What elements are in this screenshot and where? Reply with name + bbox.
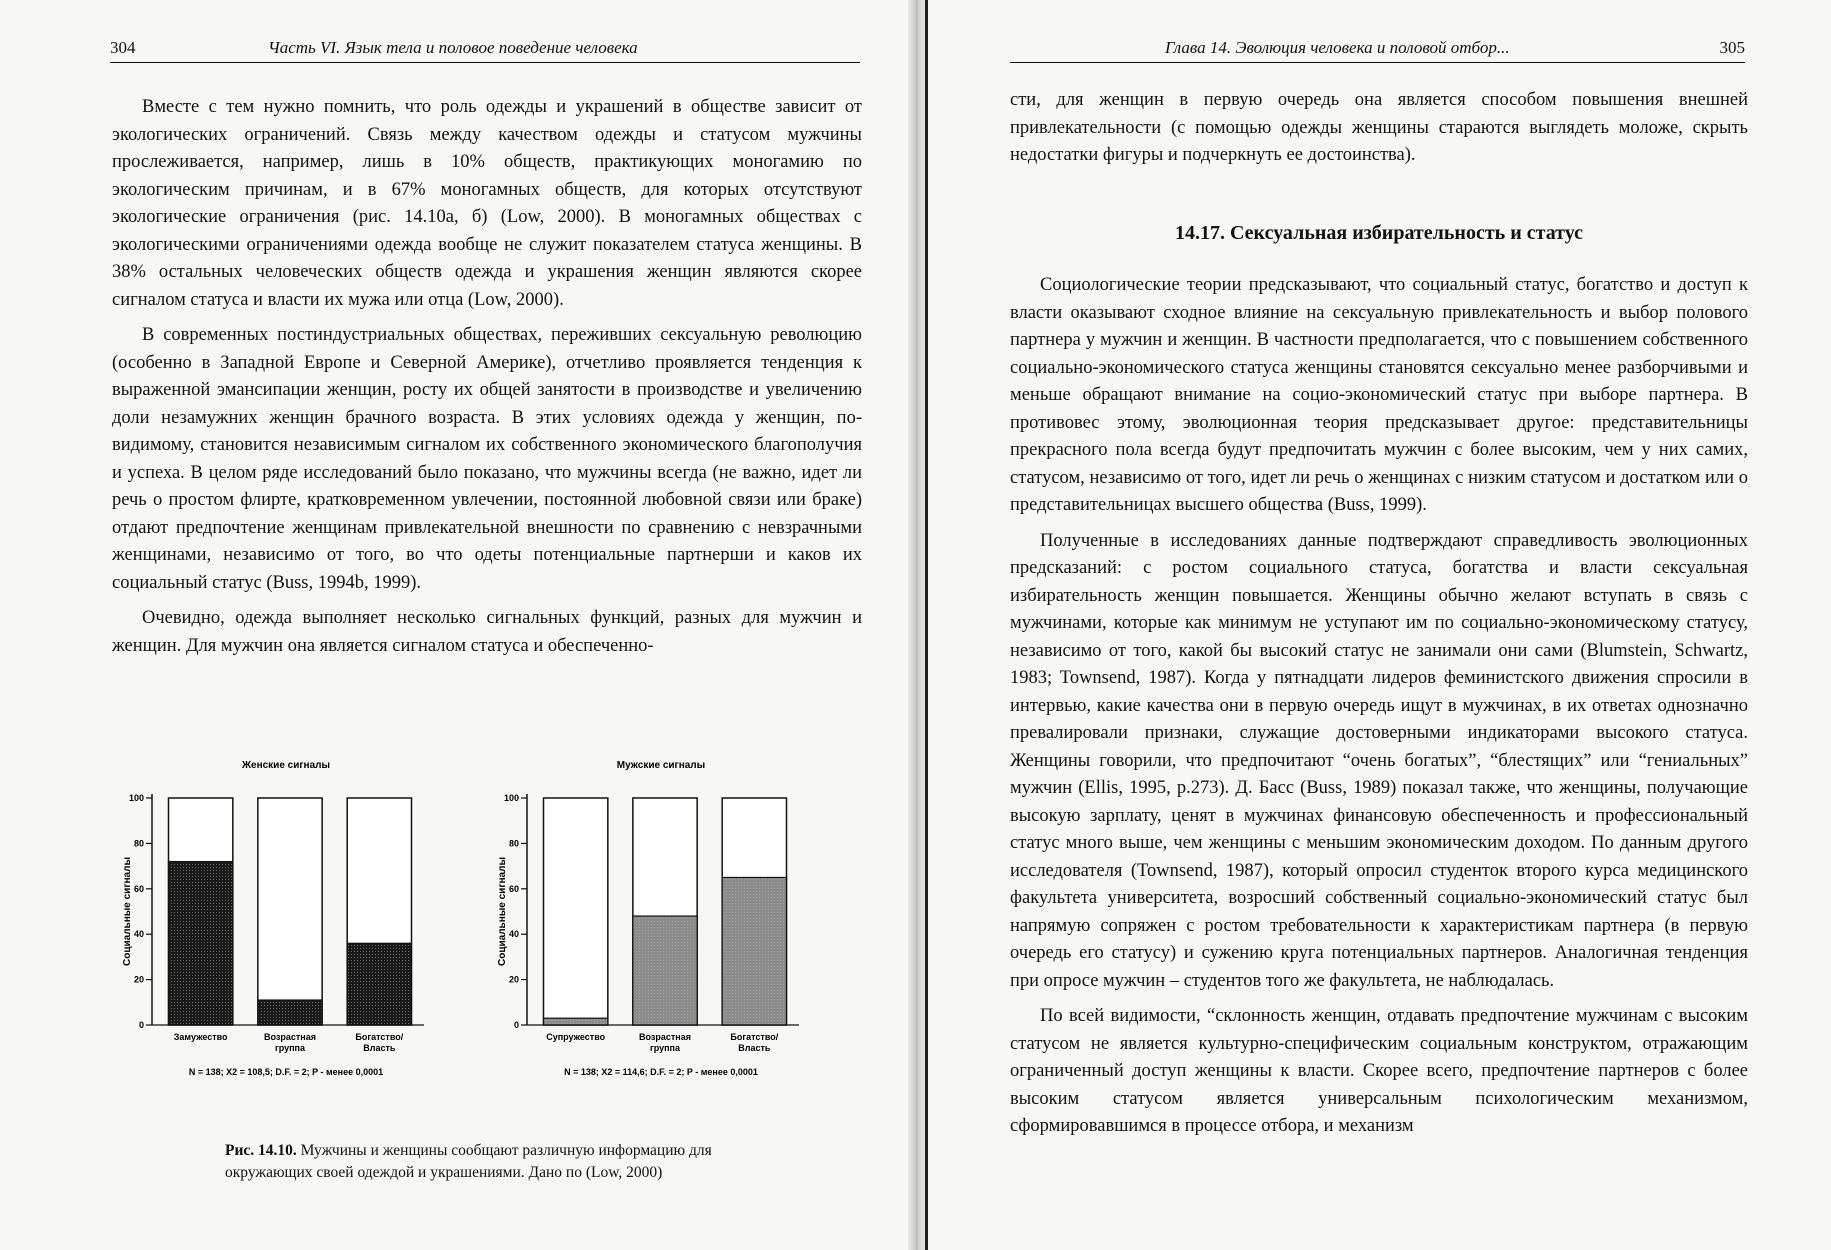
- bar-value: [258, 1000, 322, 1025]
- y-tick-label: 40: [508, 929, 519, 940]
- book-spine: [908, 0, 926, 1250]
- left-body-text: [112, 94, 862, 668]
- section-heading: 14.17. Сексуальная избирательность и статус: [1174, 222, 1584, 244]
- y-tick-label: 60: [508, 883, 519, 894]
- chart-stats: N = 138; X2 = 114,6; D.F. = 2; P - менее 0,0001: [564, 1067, 758, 1077]
- running-head-title-right: Глава 14. Эволюция человека и половой отбор...: [1165, 38, 1510, 57]
- y-tick-label: 20: [508, 974, 519, 985]
- right-page: [930, 0, 1831, 1250]
- bar-value: [169, 862, 233, 1025]
- paragraph: сти, для женщин в первую очередь она является способом повышения внешней привлекательности (с помощью одежды женщины стараются выглядеть моложе, скрыть недостатки фигуры и подчеркнуть ее достоинства).: [1010, 90, 1748, 165]
- chart-svg-men: [495, 750, 870, 1090]
- y-tick-label: 40: [133, 929, 144, 940]
- y-tick-label: 100: [503, 793, 519, 803]
- bar-value: [347, 943, 411, 1025]
- x-tick-label: Супружество: [546, 1032, 606, 1042]
- bar-column: [258, 798, 322, 1025]
- y-tick-label: 0: [138, 1020, 144, 1030]
- y-tick-label: 0: [513, 1020, 519, 1030]
- gutter-shadow: [925, 0, 928, 1250]
- chart-title: Мужские сигналы: [616, 760, 706, 771]
- chart-women-signals: [120, 750, 500, 1090]
- x-tick-label: Замужество: [173, 1032, 228, 1042]
- y-axis-label: Социальные сигналы: [122, 857, 133, 966]
- chart-stats: N = 138; X2 = 108,5; D.F. = 2; P - менее 0,0001: [188, 1067, 384, 1077]
- y-tick-label: 80: [508, 838, 519, 849]
- chart-men-signals: [495, 750, 870, 1090]
- x-tick-label: Богатство/ Власть: [730, 1032, 779, 1053]
- y-tick-label: 20: [133, 974, 144, 985]
- page-number-left: 304: [110, 38, 136, 57]
- bar-column: [544, 798, 608, 1025]
- caption-label: Рис. 14.10.: [225, 1142, 297, 1159]
- x-tick-label: Возрастная группа: [264, 1032, 316, 1053]
- running-head-left: [110, 36, 860, 63]
- paragraph: Социологические теории предсказывают, что социальный статус, богатство и доступ к власти оказывают сходное влияние на сексуальную привлекательность и выбор полового партнера у мужчин и женщин. В частности предполагается, что с повышением собственного социально-экономического статуса женщины становятся сексуально менее разборчивыми и меньше обращают внимание на социо-экономический статус при выборе партнера. В противовес этому, эволюционная теория предсказывает другое: представительницы прекрасного пола всегда будут предпочитать мужчин с более высоким, чем у них самих, статусом, независимо от того, идет ли речь о женщинах с низким статусом и достатком или о представительницах высшего общества (Buss, 1999).: [1010, 275, 1748, 515]
- y-axis-label: Социальные сигналы: [497, 857, 508, 966]
- paragraph: В современных постиндустриальных обществах, переживших сексуальную революцию (особенно в Западной Европе и Северной Америке), отчетливо проявляется тенденция к выраженной эмансипации женщин, росту их общей занятости в производстве и увеличению доли незамужних женщин брачного возраста. В этих условиях одежда у женщин, по-видимому, становится независимым сигналом их собственного экономического благополучия и успеха. В целом ряде исследований было показано, что мужчины всегда (не важно, идет ли речь о простом флирте, кратковременном увлечении, постоянной любовной связи или браке) отдают предпочтение женщинам привлекательной внешности по сравнению с невзрачными женщинами, независимо от того, во что одеты потенциальные партнерши и каков их социальный статус (Buss, 1994b, 1999).: [112, 325, 862, 593]
- right-body-text: [1010, 272, 1748, 1149]
- right-top-text: [1010, 87, 1748, 178]
- y-tick-label: 80: [133, 838, 144, 849]
- chart-title: Женские сигналы: [241, 760, 331, 771]
- y-tick-label: 100: [128, 793, 144, 803]
- paragraph: По всей видимости, “склонность женщин, отдавать предпочтение мужчинам с высоким статусом не является культурно-специфическим социальным конструктом, отражающим ограниченный доступ женщины к власти. Скорее всего, предпочтение партнеров с более высоким статусом является универсальным психологическим механизмом, сформировавшимся в процессе отбора, и механизм: [1010, 1006, 1748, 1136]
- figure-caption: [225, 1140, 785, 1184]
- left-page: [0, 0, 905, 1250]
- paragraph: Очевидно, одежда выполняет несколько сигнальных функций, разных для мужчин и женщин. Для мужчин она является сигналом статуса и обеспеченно-: [112, 608, 862, 656]
- bar-value: [722, 877, 786, 1025]
- x-tick-label: Богатство/ Власть: [355, 1032, 404, 1053]
- running-head-title-left: Часть VI. Язык тела и половое поведение человека: [268, 38, 638, 57]
- running-head-right: [1010, 36, 1745, 63]
- bar-value: [544, 1018, 608, 1025]
- caption-text: Мужчины и женщины сообщают различную информацию для окружающих своей одеждой и украшениями. Дано по (Low, 2000): [225, 1142, 712, 1181]
- paragraph: Вместе с тем нужно помнить, что роль одежды и украшений в обществе зависит от экологических ограничений. Связь между качеством одежды и статусом мужчины прослеживается, например, лишь в 10% обществ, практикующих моногамию по экологическим причинам, и в 67% моногамных обществ, для которых отсутствуют экологические ограничения (рис. 14.10а, б) (Low, 2000). В моногамных обществах с экологическими ограничениями одежда вообще не служит показателем статуса женщины. В 38% остальных человеческих обществ одежда и украшения женщин являются скорее сигналом статуса и власти их мужа или отца (Low, 2000).: [112, 97, 862, 310]
- x-tick-label: Возрастная группа: [639, 1032, 691, 1053]
- bar-value: [633, 916, 697, 1025]
- chart-svg-women: [120, 750, 500, 1090]
- paragraph: Полученные в исследованиях данные подтверждают справедливость эволюционных предсказаний: с ростом социального статуса, богатства и власти сексуальная избирательность женщин повышается. Женщины обычно желают вступать в связь с мужчинами, которые как минимум не уступают им по социально-экономическому статусу, независимо от того, какой бы высокий статус не занимали они сами (Blumstein, Schwartz, 1983; Townsend, 1987). Когда у пятнадцати лидеров феминистского движения спросили в интервью, какие качества они в первую очередь ищут в мужчинах, в их ответах однозначно превалировали признаки, служащие достоверными индикаторами высокого статуса. Женщины говорили, что предпочитают “очень богатых”, “блестящих” или “гениальных” мужчин (Ellis, 1995, p.273). Д. Басс (Buss, 1989) показал также, что женщины, получающие высокую зарплату, ценят в мужчинах финансовую обеспеченность и профессиональный статус много выше, чем женщины с меньшим экономическим доходом. По данным другого исследователя (Townsend, 1987), который опросил студенток второго курса медицинского факультета университета, возросший собственный социально-экономический статус был напрямую сопряжен с ростом требовательности к характеристикам партнера (в первую очередь его статусу) и сужению круга потенциальных партнеров. Аналогичная тенденция при опросе мужчин – студентов того же факультета, не наблюдалась.: [1010, 530, 1748, 991]
- page-number-right: 305: [1719, 38, 1745, 57]
- y-tick-label: 60: [133, 883, 144, 894]
